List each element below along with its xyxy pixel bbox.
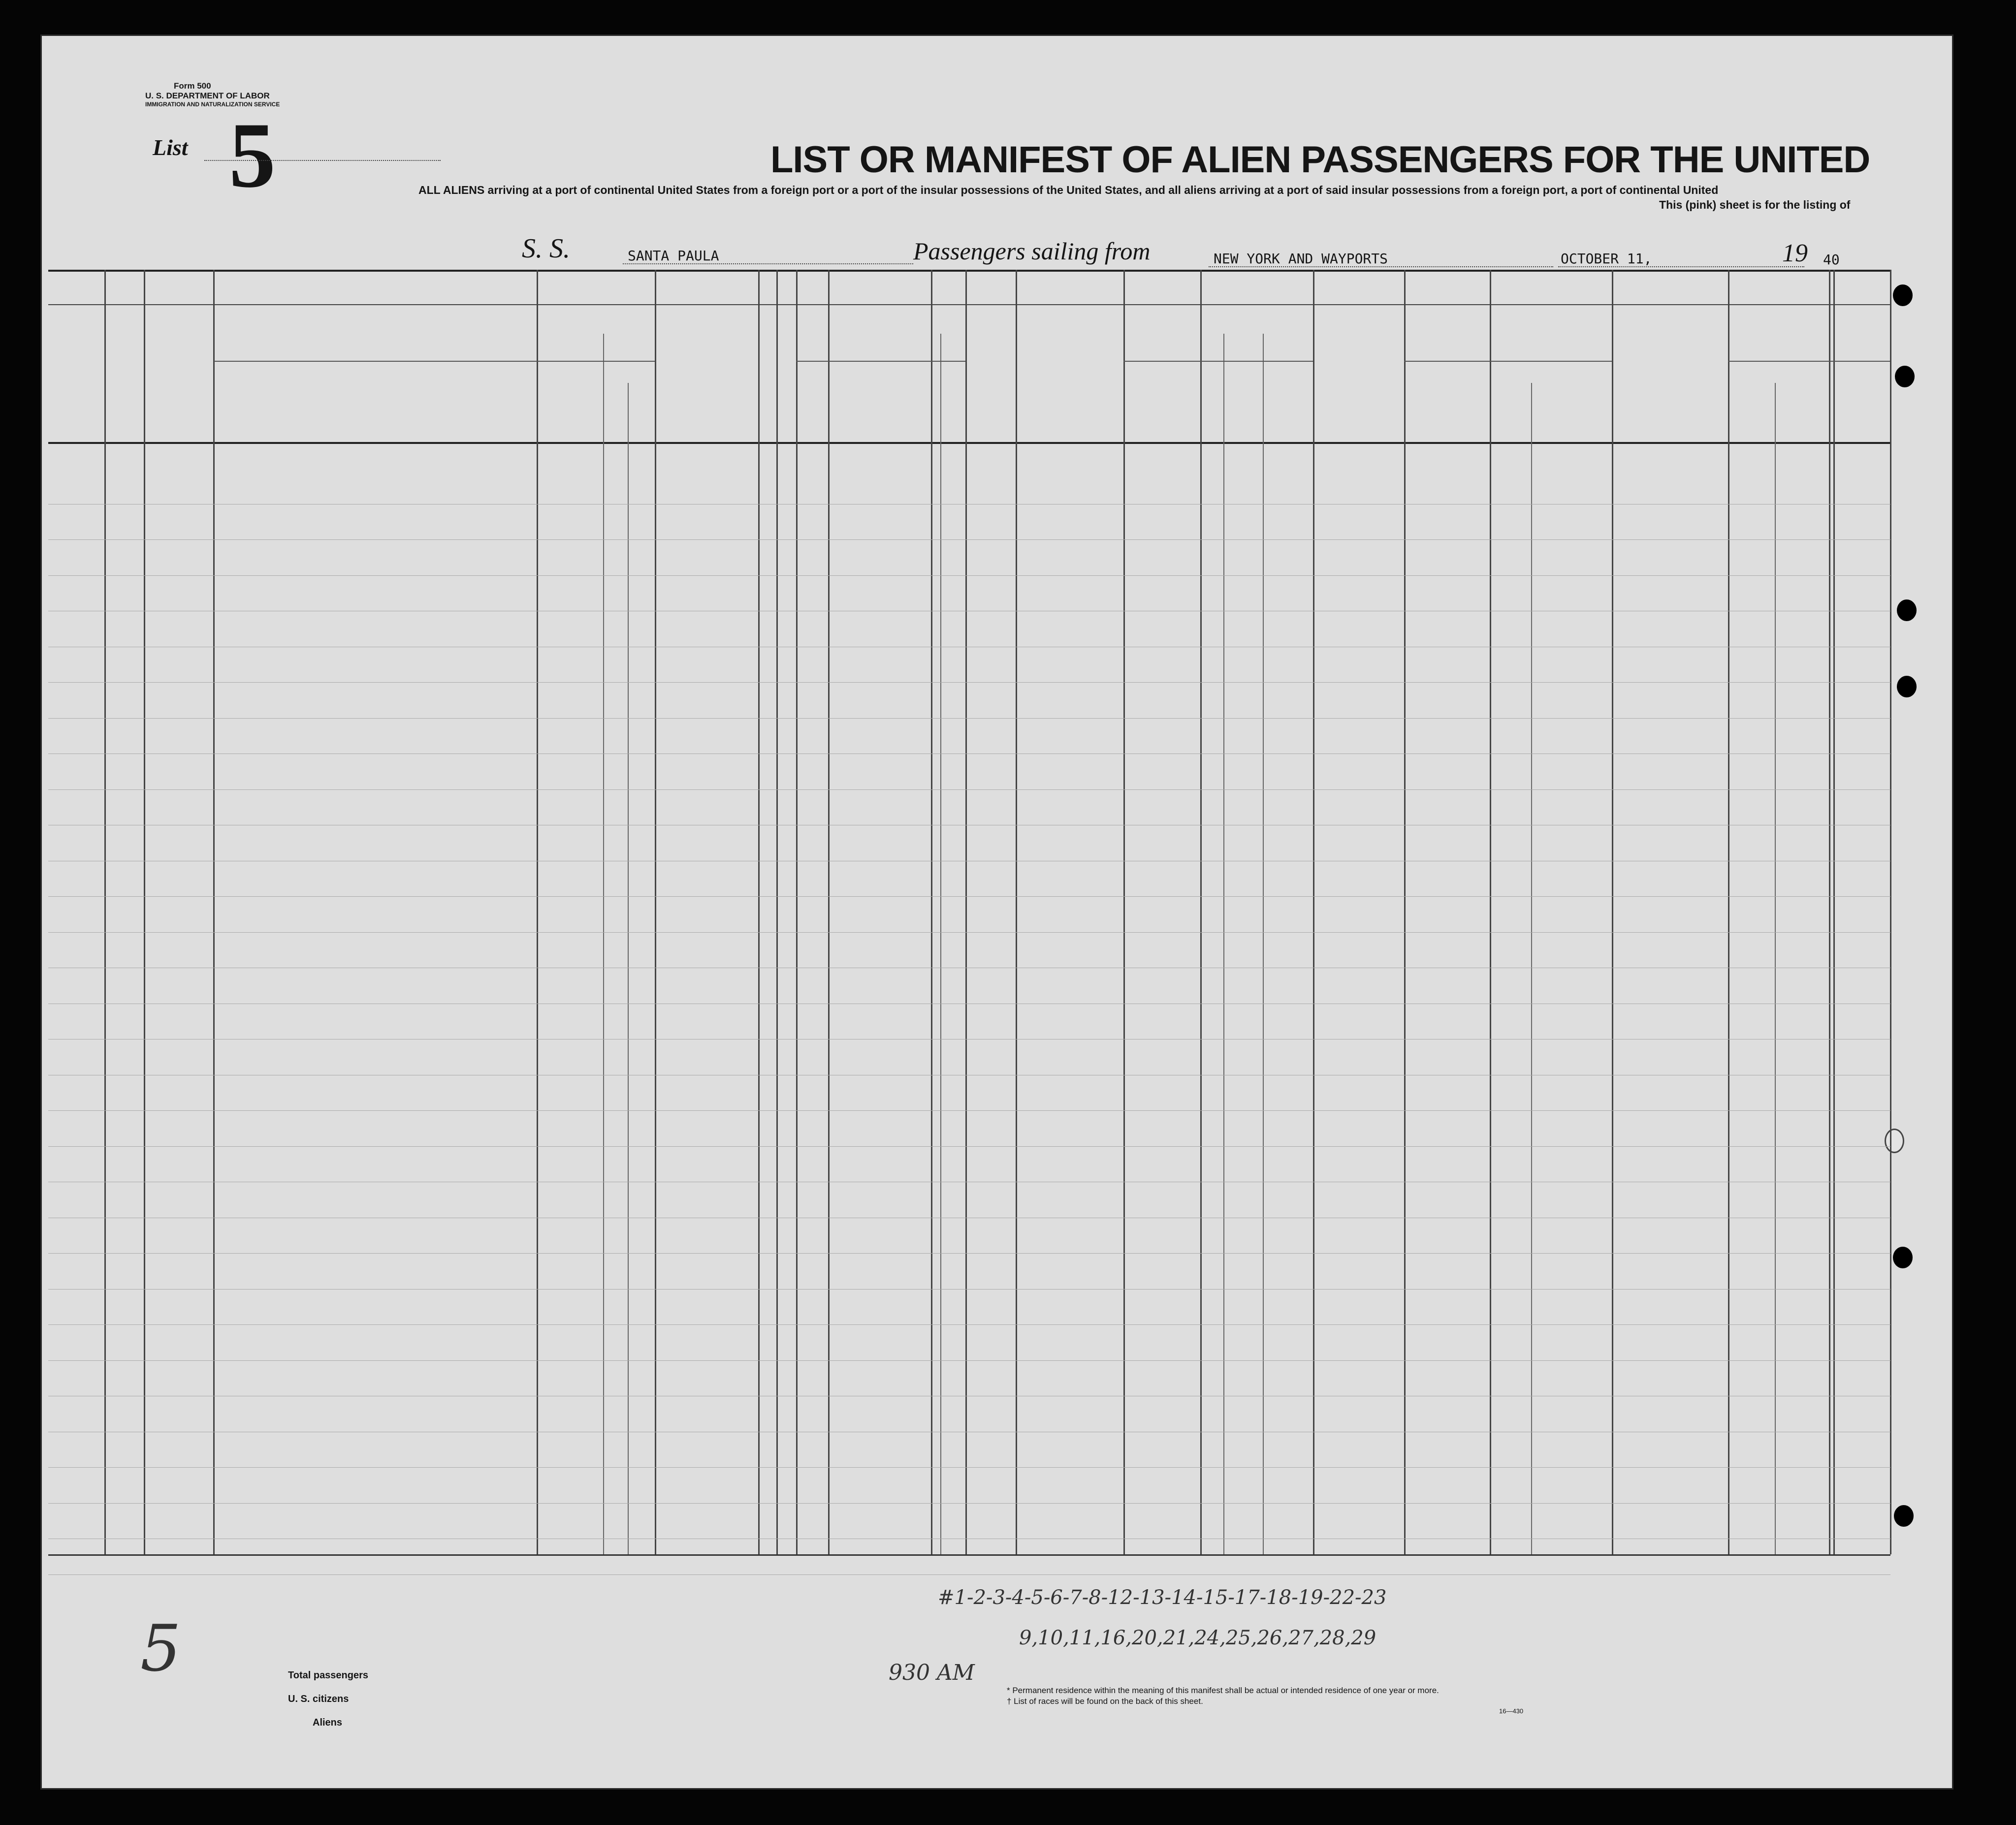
binder-hole [1897,676,1917,697]
binder-hole [1894,1505,1914,1527]
ss-label: S. S. [522,233,570,264]
column-divider [1775,383,1776,1554]
column-divider [1200,270,1202,1554]
row-rule [48,539,1890,540]
column-divider [1833,270,1835,1554]
column-divider [796,270,798,1554]
column-divider [1263,334,1264,1554]
binder-hole [1893,284,1913,306]
column-divider [1123,270,1125,1554]
column-divider [776,270,778,1554]
column-number-rule [48,304,1890,305]
column-divider [940,334,941,1554]
table-top-rule [48,270,1890,272]
header-rule [1404,361,1612,362]
column-divider [1531,383,1532,1554]
header-rule [537,361,655,362]
column-divider [603,334,604,1554]
row-rule [48,1146,1890,1147]
sailing-date: OCTOBER 11, [1561,251,1652,267]
header-rule [796,361,965,362]
sailing-label: Passengers sailing from [913,237,1151,265]
list-number: 5 [229,104,276,207]
manifest-title: LIST OR MANIFEST OF ALIEN PASSENGERS FOR THE UNITED [770,139,1870,181]
binder-hole [1885,1129,1904,1153]
row-rule [48,789,1890,790]
header-bottom-rule [48,442,1890,444]
manifest-subtitle-2: This (pink) sheet is for the listing of [1659,198,1851,211]
row-rule [48,1574,1890,1575]
row-rule [48,896,1890,897]
row-rule [48,575,1890,576]
row-rule [48,932,1890,933]
year-suffix: 40 [1823,252,1840,268]
column-divider [213,270,215,1554]
us-citizens-label: U. S. citizens [288,1694,349,1704]
form-number: Form 500 [174,81,211,91]
department-label: U. S. DEPARTMENT OF LABOR [145,91,270,100]
column-divider [1829,270,1830,1554]
manifest-subtitle: ALL ALIENS arriving at a port of continental United States from a foreign port or a port of the insular possessions of the United States, and all aliens arriving at a port of said insular possessions from a foreign port, a port of continental United [418,184,1719,196]
row-rule [48,1289,1890,1290]
column-divider [1313,270,1314,1554]
footnote-residence: * Permanent residence within the meaning of this manifest shall be actual or intended residence of one year or more. [1007,1686,1439,1695]
row-rule [48,1253,1890,1254]
aliens-label: Aliens [313,1717,343,1728]
header-rule [1728,361,1890,362]
departure-port: NEW YORK AND WAYPORTS [1214,251,1388,267]
row-rule [48,1467,1890,1468]
handwritten-time: 930 AM [889,1660,975,1685]
service-label: IMMIGRATION AND NATURALIZATION SERVICE [145,101,280,108]
column-divider [1490,270,1491,1554]
column-divider [1728,270,1729,1554]
binder-hole [1893,1247,1913,1268]
column-divider [1612,270,1613,1554]
row-rule [48,1110,1890,1111]
year-prefix: 19 [1782,239,1808,267]
footer-form-code: 16—430 [1499,1707,1524,1715]
row-rule [48,1503,1890,1504]
column-divider [828,270,830,1554]
header-rule [1123,361,1313,362]
row-rule [48,718,1890,719]
header-rule [214,361,537,362]
row-rule [48,1360,1890,1361]
handwritten-verification-numbers: #1-2-3-4-5-6-7-8-12-13-14-15-17-18-19-22-23 [938,1586,1387,1609]
footnote-races: † List of races will be found on the back of this sheet. [1007,1697,1203,1706]
list-label: List [153,135,188,160]
column-divider [628,383,629,1554]
column-divider [1890,270,1891,1554]
column-divider [655,270,656,1554]
column-divider [758,270,760,1554]
column-divider [1404,270,1406,1554]
binder-hole [1895,366,1915,387]
column-divider [104,270,106,1554]
handwritten-verification-numbers-2: 9,10,11,16,20,21,24,25,26,27,28,29 [1019,1627,1376,1649]
ship-name: SANTA PAULA [628,248,719,264]
column-divider [537,270,538,1554]
column-divider [931,270,932,1554]
binder-hole [1897,599,1917,621]
total-passengers-label: Total passengers [288,1670,369,1681]
handwritten-margin-mark: 5 [140,1611,181,1686]
manifest-sheet [40,34,1953,1790]
row-rule [48,1324,1890,1325]
column-divider [1016,270,1017,1554]
table-bottom-rule [48,1554,1890,1556]
row-rule [48,682,1890,683]
column-divider [1223,334,1224,1554]
column-divider [965,270,967,1554]
column-divider [144,270,145,1554]
